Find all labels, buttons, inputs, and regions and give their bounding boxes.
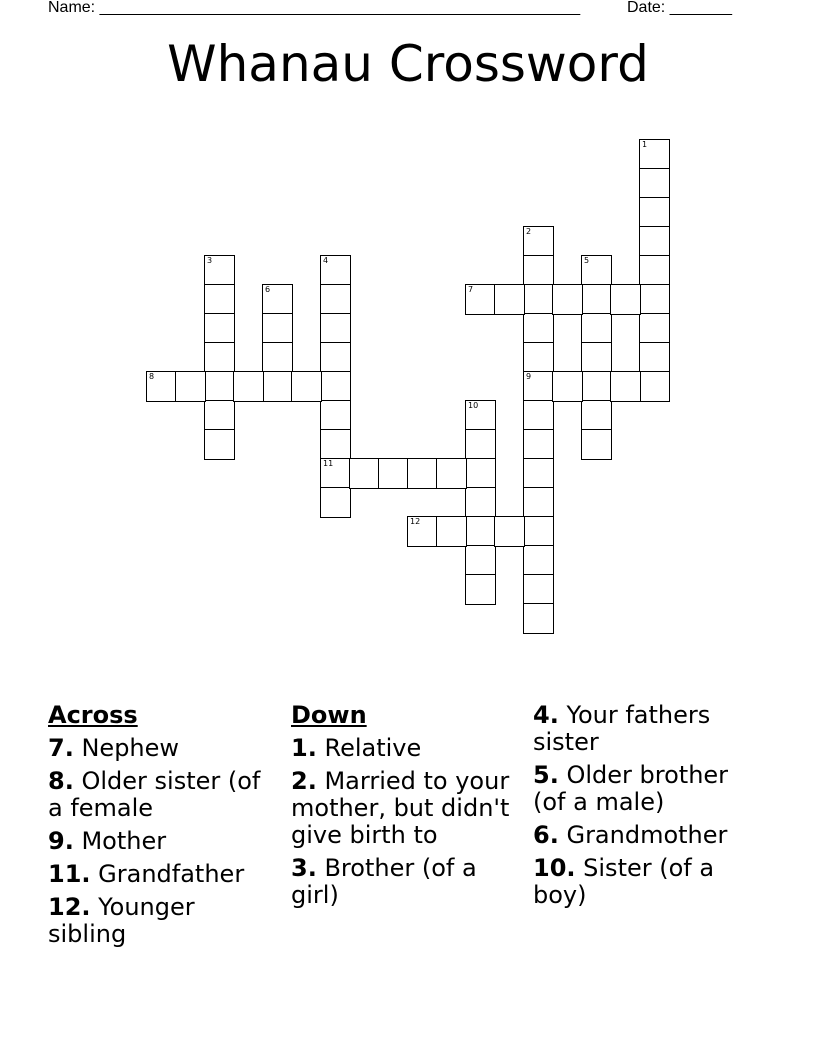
crossword-cell[interactable]	[204, 342, 235, 373]
crossword-cell[interactable]	[523, 516, 554, 547]
clue-down-6	[533, 822, 758, 849]
clue-across-9	[48, 828, 273, 855]
clue-number: 12.	[48, 893, 91, 921]
clue-down-1	[291, 735, 516, 762]
crossword-cell[interactable]	[523, 458, 554, 489]
clue-across-8	[48, 768, 273, 822]
crossword-cell[interactable]	[523, 284, 554, 315]
clue-number: 6.	[533, 821, 559, 849]
cell-number: 4	[323, 256, 329, 265]
down-clues-column	[291, 702, 516, 915]
clue-text: Sister (of a boy)	[533, 854, 715, 909]
crossword-cell[interactable]	[204, 400, 235, 431]
crossword-cell[interactable]	[523, 429, 554, 460]
down-clues-column-continued	[533, 702, 758, 915]
clue-number: 5.	[533, 761, 559, 789]
crossword-cell[interactable]	[523, 574, 554, 605]
crossword-cell[interactable]	[320, 342, 351, 373]
crossword-cell[interactable]	[523, 487, 554, 518]
crossword-cell[interactable]	[523, 313, 554, 344]
crossword-cell[interactable]	[581, 284, 612, 315]
across-heading: Across	[48, 701, 138, 729]
crossword-cell[interactable]	[465, 545, 496, 576]
page-title: Whanau Crossword	[167, 35, 649, 93]
crossword-cell[interactable]	[581, 400, 612, 431]
crossword-cell[interactable]	[204, 429, 235, 460]
crossword-cell[interactable]	[204, 371, 235, 402]
crossword-cell[interactable]	[146, 371, 177, 402]
crossword-cell[interactable]	[639, 168, 670, 199]
crossword-cell[interactable]	[465, 574, 496, 605]
crossword-cell[interactable]	[639, 371, 670, 402]
crossword-cell[interactable]	[465, 284, 496, 315]
clue-down-10	[533, 855, 758, 909]
clue-number: 8.	[48, 767, 74, 795]
crossword-cell[interactable]	[523, 545, 554, 576]
crossword-cell[interactable]	[436, 458, 467, 489]
crossword-cell[interactable]	[436, 516, 467, 547]
clue-text: Mother	[81, 827, 167, 855]
cell-number: 2	[526, 227, 532, 236]
crossword-cell[interactable]	[320, 429, 351, 460]
across-clues-column	[48, 702, 273, 954]
clue-text: Grandfather	[98, 860, 245, 888]
clue-number: 1.	[291, 734, 317, 762]
crossword-cell[interactable]	[639, 342, 670, 373]
crossword-cell[interactable]	[552, 284, 583, 315]
crossword-cell[interactable]	[320, 371, 351, 402]
crossword-cell[interactable]	[204, 313, 235, 344]
clue-number: 4.	[533, 701, 559, 729]
cell-number: 1	[642, 140, 648, 149]
crossword-cell[interactable]	[291, 371, 322, 402]
crossword-cell[interactable]	[581, 371, 612, 402]
crossword-cell[interactable]	[523, 400, 554, 431]
crossword-cell[interactable]	[320, 400, 351, 431]
cell-number: 10	[468, 401, 479, 410]
crossword-cell[interactable]	[581, 313, 612, 344]
cell-number: 8	[149, 372, 155, 381]
crossword-cell[interactable]	[523, 603, 554, 634]
crossword-cell[interactable]	[494, 516, 525, 547]
clue-text: Older sister (of a female	[48, 767, 261, 822]
cell-number: 5	[584, 256, 590, 265]
clue-text: Nephew	[81, 734, 180, 762]
clue-text: Relative	[324, 734, 422, 762]
crossword-cell[interactable]	[349, 458, 380, 489]
clue-text: Older brother (of a male)	[533, 761, 729, 816]
crossword-cell[interactable]	[639, 284, 670, 315]
crossword-cell[interactable]	[610, 371, 641, 402]
clue-number: 2.	[291, 767, 317, 795]
crossword-cell[interactable]	[407, 458, 438, 489]
crossword-cell[interactable]	[233, 371, 264, 402]
crossword-cell[interactable]	[610, 284, 641, 315]
crossword-cell[interactable]	[204, 284, 235, 315]
crossword-cell[interactable]	[639, 255, 670, 286]
date-field-label: Date: _______	[627, 0, 732, 16]
clue-across-11	[48, 861, 273, 888]
crossword-cell[interactable]	[407, 516, 438, 547]
crossword-cell[interactable]	[523, 255, 554, 286]
cell-number: 12	[410, 517, 421, 526]
crossword-cell[interactable]	[581, 429, 612, 460]
clue-text: Married to your mother, but didn't give birth to	[291, 767, 510, 849]
crossword-cell[interactable]	[262, 342, 293, 373]
clue-text: Grandmother	[566, 821, 728, 849]
clue-number: 7.	[48, 734, 74, 762]
crossword-cell[interactable]	[494, 284, 525, 315]
crossword-cell[interactable]	[465, 516, 496, 547]
clue-number: 9.	[48, 827, 74, 855]
clue-down-5	[533, 762, 758, 816]
crossword-cell[interactable]	[523, 371, 554, 402]
cell-number: 3	[207, 256, 213, 265]
crossword-cell[interactable]	[639, 313, 670, 344]
crossword-cell[interactable]	[581, 342, 612, 373]
cell-number: 6	[265, 285, 271, 294]
crossword-cell[interactable]	[465, 429, 496, 460]
crossword-cell[interactable]	[552, 371, 583, 402]
crossword-cell[interactable]	[639, 139, 670, 170]
down-heading: Down	[291, 701, 367, 729]
cell-number: 7	[468, 285, 474, 294]
crossword-cell[interactable]	[639, 226, 670, 257]
crossword-cell[interactable]	[175, 371, 206, 402]
crossword-cell[interactable]	[465, 487, 496, 518]
clue-down-3	[291, 855, 516, 909]
clue-number: 10.	[533, 854, 576, 882]
crossword-cell[interactable]	[639, 197, 670, 228]
crossword-cell[interactable]	[378, 458, 409, 489]
crossword-cell[interactable]	[204, 255, 235, 286]
crossword-cell[interactable]	[320, 487, 351, 518]
clue-text: Younger sibling	[48, 893, 195, 948]
crossword-cell[interactable]	[262, 313, 293, 344]
clue-across-7	[48, 735, 273, 762]
clue-down-2	[291, 768, 516, 849]
crossword-cell[interactable]	[262, 284, 293, 315]
crossword-cell[interactable]	[320, 284, 351, 315]
crossword-cell[interactable]	[581, 255, 612, 286]
cell-number: 9	[526, 372, 532, 381]
crossword-cell[interactable]	[320, 458, 351, 489]
clue-text: Your fathers sister	[533, 701, 711, 756]
clue-number: 11.	[48, 860, 91, 888]
name-field-label: Name: ______________________________________________________	[48, 0, 581, 16]
crossword-cell[interactable]	[523, 226, 554, 257]
crossword-cell[interactable]	[262, 371, 293, 402]
crossword-cell[interactable]	[523, 342, 554, 373]
crossword-cell[interactable]	[465, 400, 496, 431]
crossword-cell[interactable]	[320, 313, 351, 344]
cell-number: 11	[323, 459, 334, 468]
crossword-cell[interactable]	[465, 458, 496, 489]
clue-down-4	[533, 702, 758, 756]
clue-across-12	[48, 894, 273, 948]
crossword-cell[interactable]	[320, 255, 351, 286]
clue-number: 3.	[291, 854, 317, 882]
clue-text: Brother (of a girl)	[291, 854, 477, 909]
